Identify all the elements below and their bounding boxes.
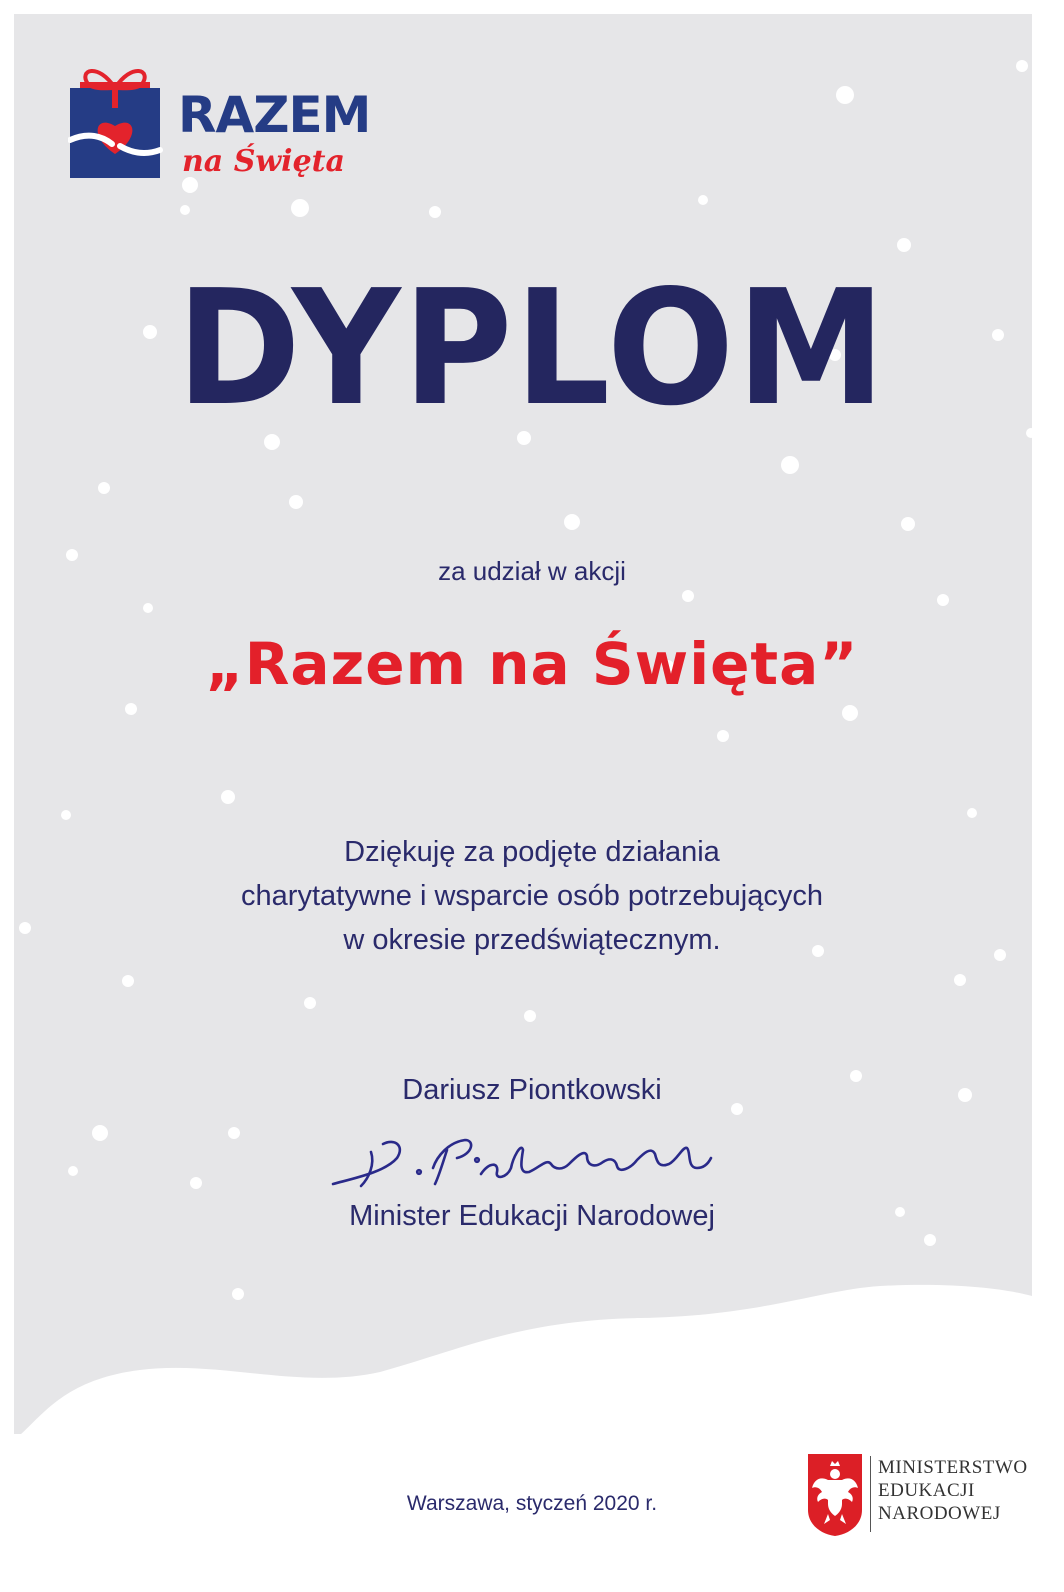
place-and-date: Warszawa, styczeń 2020 r.	[406, 1492, 658, 1515]
diploma-title: DYPLOM	[176, 256, 888, 442]
ministry-name-line: MINISTERSTWO	[878, 1457, 1028, 1478]
ministry-logo	[806, 1452, 1046, 1542]
diploma-subtitle: za udział w akcji	[438, 556, 626, 586]
logo-wordmark: RAZEM	[178, 86, 371, 144]
thanks-line: charytatywne i wsparcie osób potrzebujących	[241, 880, 823, 912]
ministry-name-line: EDUKACJI	[878, 1480, 975, 1501]
gift-heart-icon	[68, 52, 178, 182]
thanks-text	[0, 830, 1064, 962]
signer-role: Minister Edukacji Narodowej	[349, 1200, 715, 1232]
thanks-line: w okresie przedświątecznym.	[343, 924, 721, 956]
ministry-name	[878, 1456, 1028, 1525]
signer-name: Dariusz Piontkowski	[402, 1074, 662, 1106]
thanks-line: Dziękuję za podjęte działania	[344, 836, 720, 868]
ministry-divider	[870, 1456, 871, 1532]
polish-eagle-emblem-icon	[806, 1452, 864, 1538]
campaign-name: „Razem na Święta”	[205, 630, 859, 698]
razem-na-swieta-logo	[68, 52, 371, 192]
ministry-name-line: NARODOWEJ	[878, 1503, 1001, 1524]
handwritten-signature	[325, 1128, 725, 1198]
logo-tagline: na Święta	[182, 144, 345, 179]
